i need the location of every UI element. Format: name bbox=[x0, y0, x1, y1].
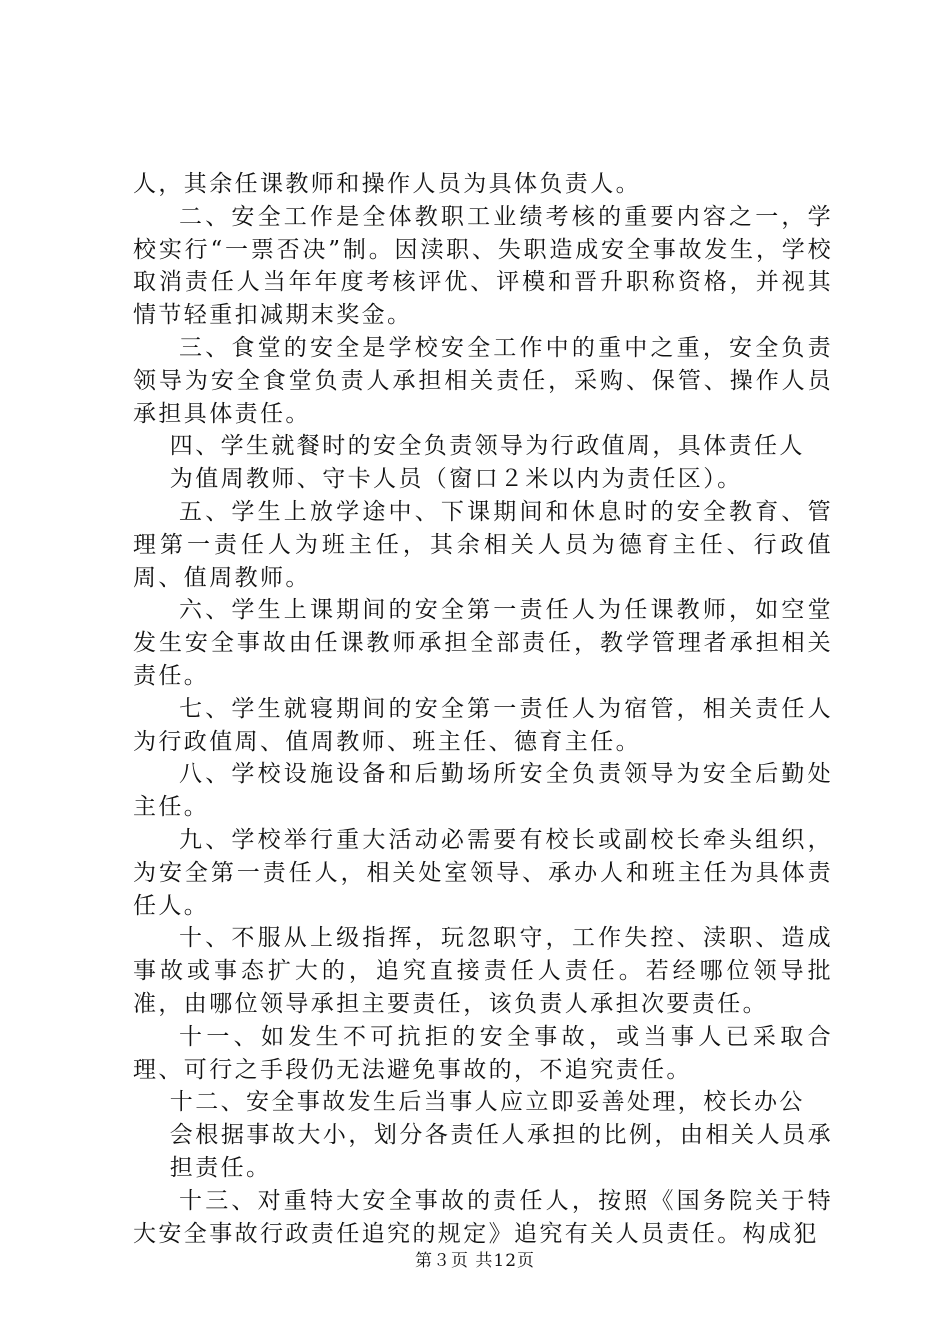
document-body bbox=[133, 168, 833, 1250]
paragraph-item-7: 七、学生就寝期间的安全第一责任人为宿管，相关责任人为行政值周、值周教师、班主任、德育主任。 bbox=[133, 695, 833, 755]
paragraph-item-5: 五、学生上放学途中、下课期间和休息时的安全教育、管理第一责任人为班主任，其余相关人员为德育主任、行政值周、值周教师。 bbox=[133, 498, 833, 591]
paragraph-item-4: 四、学生就餐时的安全负责领导为行政值周，具体责任人 bbox=[169, 433, 805, 460]
paragraph-item-9: 九、学校举行重大活动必需要有校长或副校长牵头组织，为安全第一责任人，相关处室领导、承办人和班主任为具体责任人。 bbox=[133, 826, 833, 919]
paragraph-item-12-continued: 会根据事故大小，划分各责任人承担的比例，由相关人员承担责任。 bbox=[169, 1122, 833, 1181]
paragraph-item-13: 十三、对重特大安全事故的责任人，按照《国务院关于特大安全事故行政责任追究的规定》追究有关人员责任。构成犯 bbox=[133, 1187, 833, 1247]
page-number-footer: 第３页 共12页 bbox=[414, 1251, 536, 1271]
paragraph-item-2: 二、安全工作是全体教职工业绩考核的重要内容之一，学校实行“一票否决”制。因渎职、失职造成安全事故发生，学校取消责任人当年年度考核评优、评模和晋升职称资格，并视其情节轻重扣减期末奖金。 bbox=[133, 203, 833, 329]
paragraph-item-10: 十、不服从上级指挥，玩忽职守，工作失控、渎职、造成事故或事态扩大的，追究直接责任人责任。若经哪位领导批准，由哪位领导承担主要责任，该负责人承担次要责任。 bbox=[133, 925, 833, 1017]
paragraph-continuation: 人，其余任课教师和操作人员为具体负责人。 bbox=[133, 171, 641, 197]
paragraph-item-3: 三、食堂的安全是学校安全工作中的重中之重，安全负责领导为安全食堂负责人承担相关责任，采购、保管、操作人员承担具体责任。 bbox=[133, 334, 833, 427]
paragraph-item-11: 十一、如发生不可抗拒的安全事故，或当事人已采取合理、可行之手段仍无法避免事故的，不追究责任。 bbox=[133, 1023, 833, 1083]
paragraph-item-4-continued: 为值周教师、守卡人员（窗口２米以内为责任区）。 bbox=[169, 466, 743, 493]
paragraph-item-8: 八、学校设施设备和后勤场所安全负责领导为安全后勤处主任。 bbox=[133, 761, 833, 821]
paragraph-item-6: 六、学生上课期间的安全第一责任人为任课教师，如空堂发生安全事故由任课教师承担全部责任，教学管理者承担相关责任。 bbox=[133, 597, 833, 689]
paragraph-item-12: 十二、安全事故发生后当事人应立即妥善处理，校长办公 bbox=[169, 1089, 805, 1116]
